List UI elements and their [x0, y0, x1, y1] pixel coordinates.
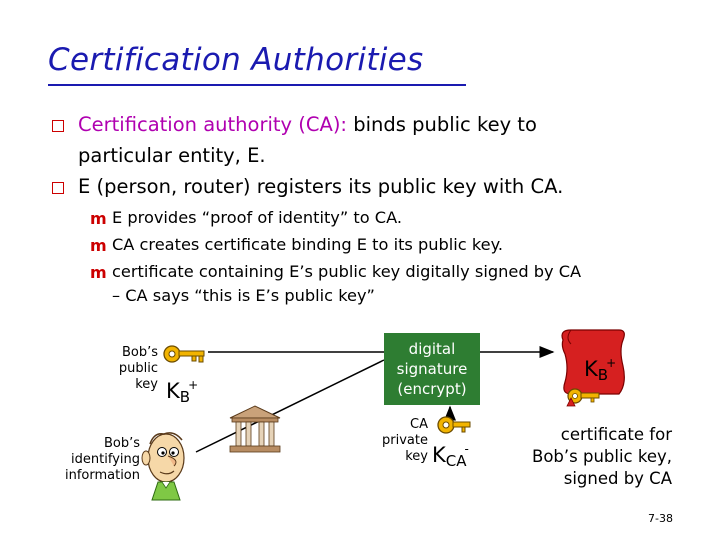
sub-bullet-1: E provides “proof of identity” to CA.	[112, 208, 403, 227]
label-line: key	[405, 449, 428, 464]
label-line: key	[135, 377, 158, 392]
key-base: K	[166, 379, 180, 403]
certificate-key-symbol	[584, 356, 616, 384]
ca-private-key-symbol	[432, 442, 469, 470]
key-icon	[162, 343, 208, 365]
bullet-1-text: binds public key to	[347, 113, 537, 136]
key-sup: -	[464, 442, 469, 456]
sub-bullet-marker-icon: m	[90, 209, 107, 228]
key-icon	[436, 413, 472, 437]
bob-public-key-symbol	[166, 378, 198, 406]
caption-line: Bob’s public key,	[532, 447, 672, 466]
bob-public-key-label	[100, 345, 158, 393]
bullet-1-highlight: Certification authority (CA):	[78, 113, 348, 136]
label-line: public	[118, 361, 158, 376]
key-base: K	[584, 357, 598, 381]
caption-line: signed by CA	[563, 469, 672, 488]
ca-building-icon	[228, 404, 282, 454]
sub-bullet-3: certificate containing E’s public key digitally signed by CA	[112, 262, 582, 281]
key-sub: B	[597, 366, 609, 384]
key-sup: +	[606, 356, 617, 370]
signature-line: (encrypt)	[397, 380, 467, 398]
label-line: Bob’s	[121, 345, 158, 360]
key-sub: B	[179, 388, 191, 406]
sub-bullet-marker-icon: m	[90, 236, 107, 255]
key-sub: CA	[445, 452, 467, 470]
key-sup: +	[188, 378, 199, 392]
label-line: information	[64, 468, 140, 483]
bob-face-icon	[140, 424, 200, 502]
identity-to-signature-line	[196, 360, 384, 452]
bullet-1-line-2: particular entity, E.	[78, 144, 266, 167]
caption-line: certificate for	[560, 425, 672, 444]
slide-title: Certification Authorities	[48, 42, 424, 78]
signature-line: digital	[408, 340, 456, 358]
label-line: identifying	[71, 452, 140, 467]
page-number: 7-38	[648, 512, 673, 525]
bob-identity-label	[52, 436, 140, 484]
sub-bullet-2: CA creates certificate binding E to its public key.	[112, 235, 504, 254]
signature-line: signature	[396, 360, 468, 378]
label-line: CA	[410, 417, 428, 432]
bullet-2-line-1: E (person, router) registers its public key with CA.	[78, 175, 564, 198]
label-line: private	[382, 433, 428, 448]
ca-private-key-label	[372, 417, 428, 465]
sub-bullet-marker-icon: m	[90, 263, 107, 282]
certificate-caption	[500, 424, 672, 490]
key-base: K	[432, 443, 446, 467]
sub-bullet-3-continuation: – CA says “this is E’s public key”	[112, 286, 375, 305]
digital-signature-box	[384, 333, 480, 405]
label-line: Bob’s	[103, 436, 140, 451]
